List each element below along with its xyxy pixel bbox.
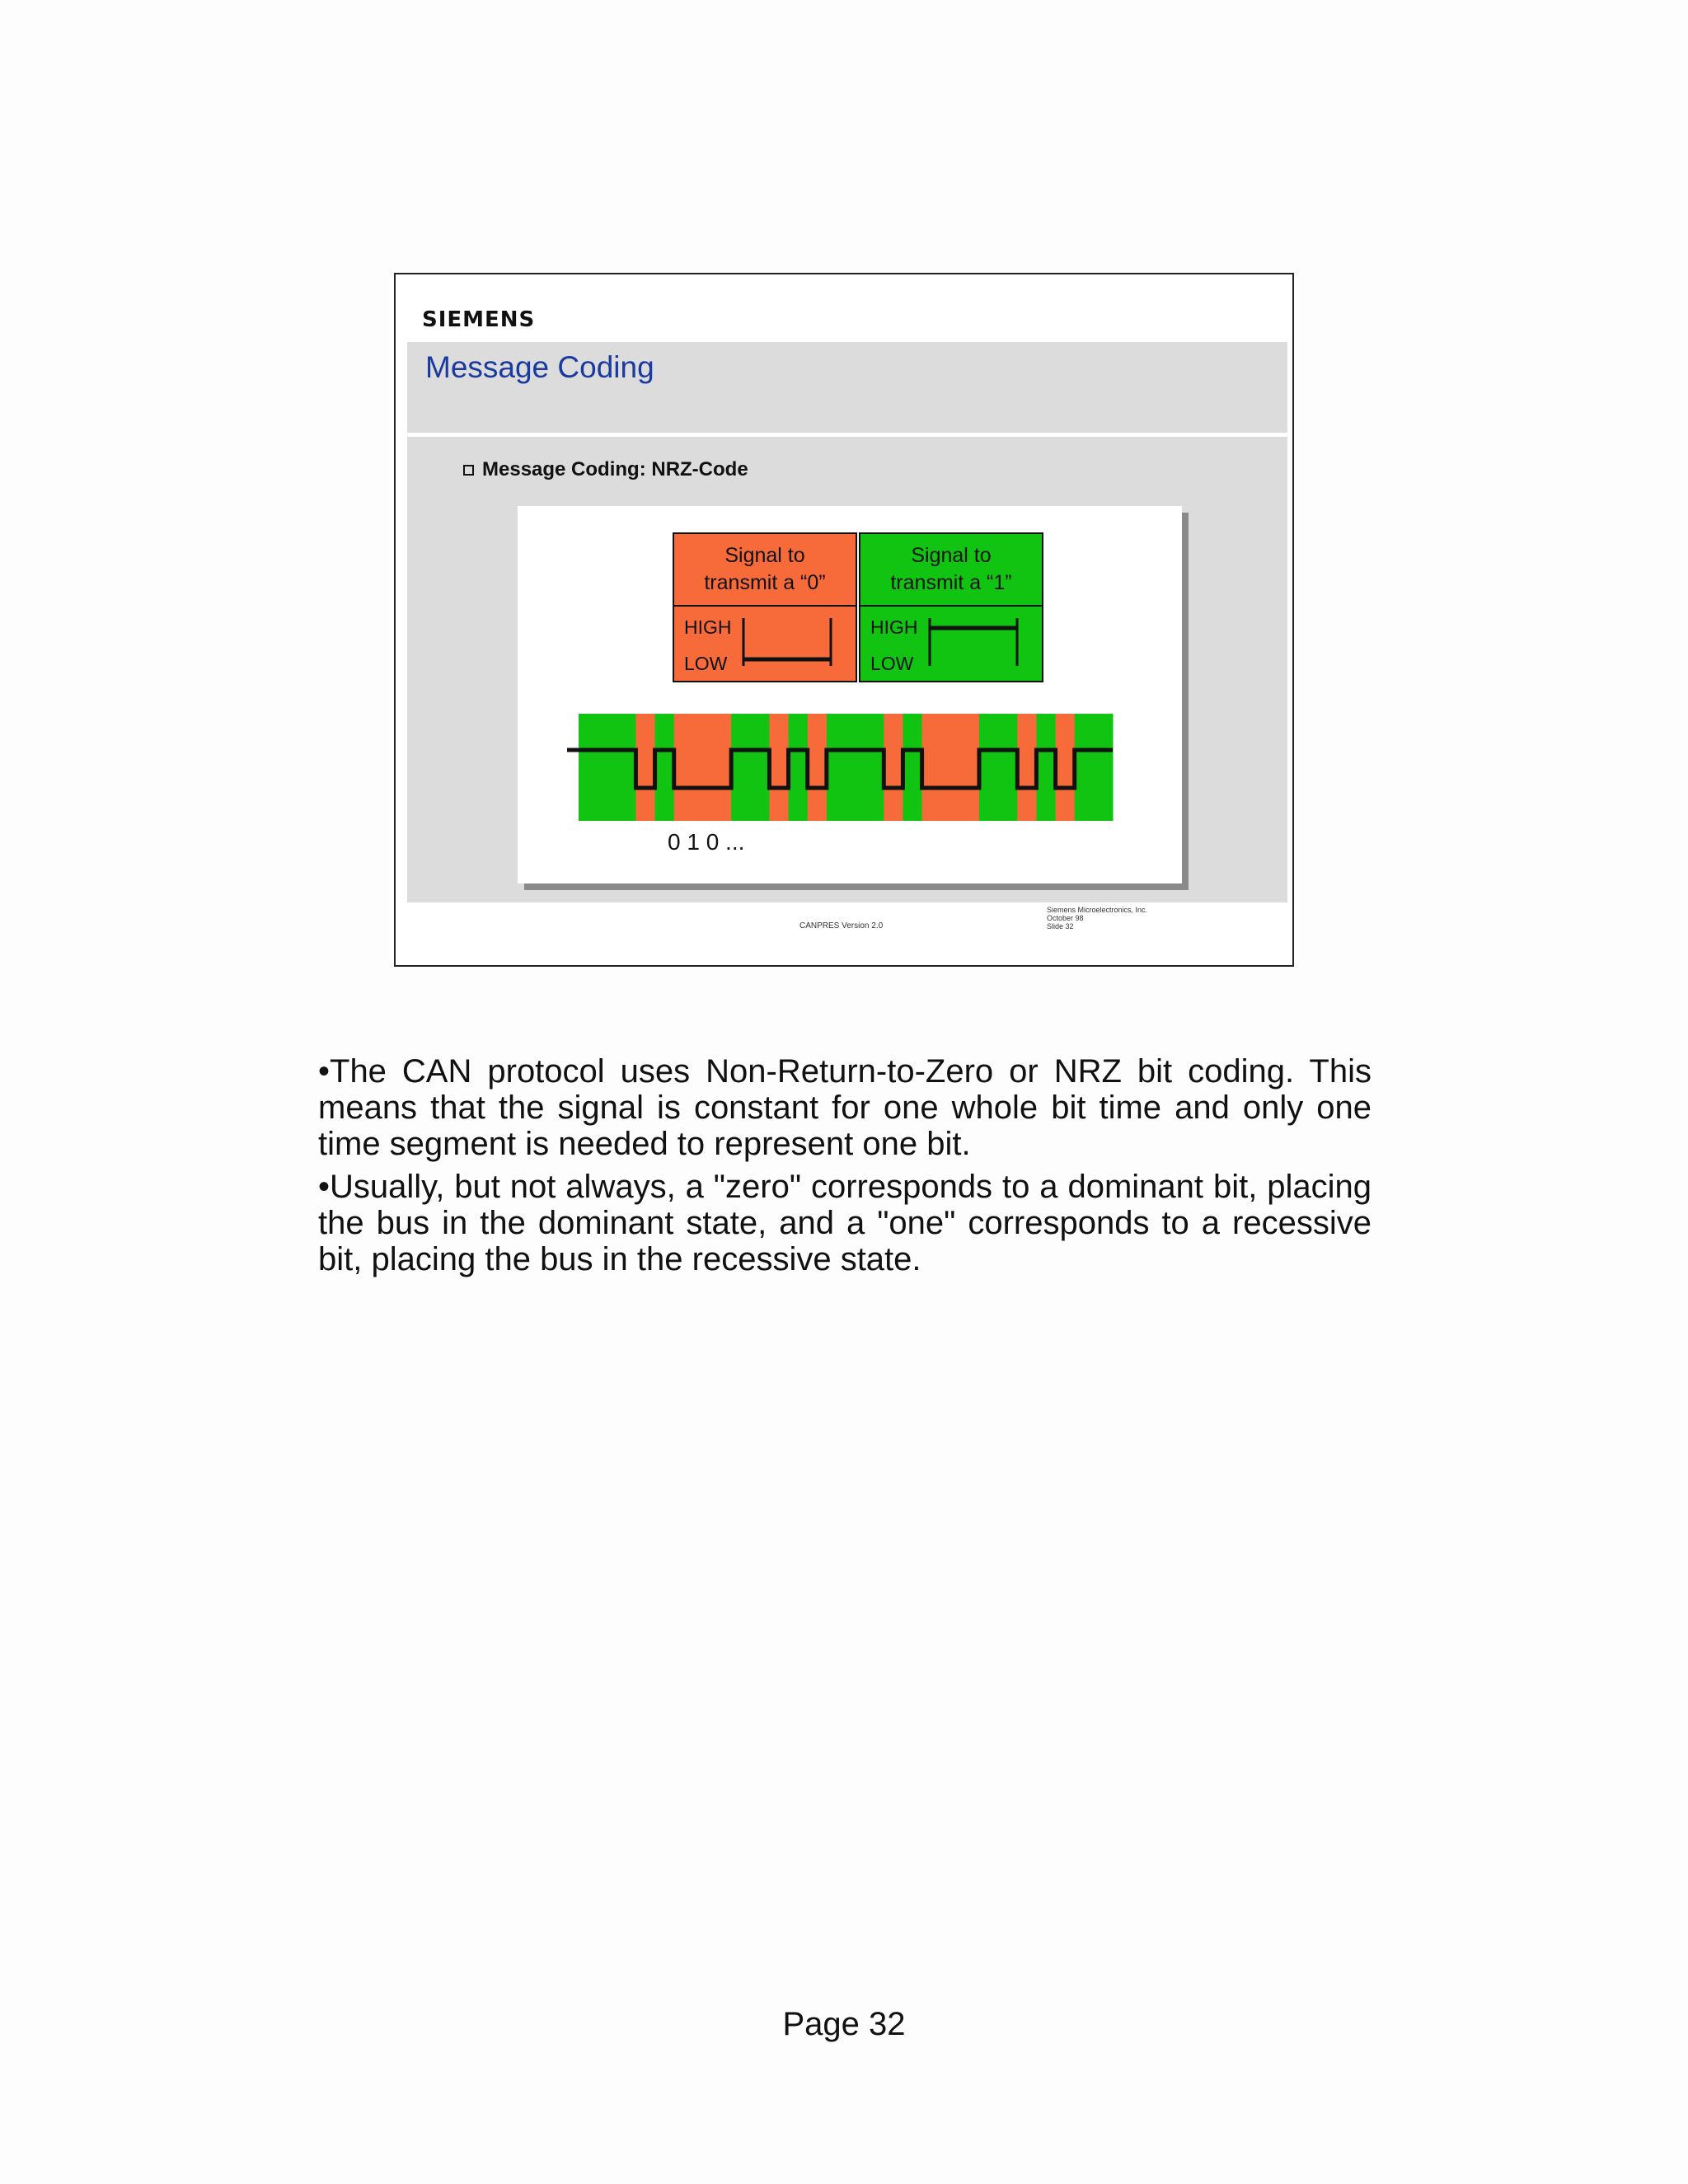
signal-one-line2: transmit a “1” — [890, 571, 1012, 594]
bit-cell-1 — [655, 714, 675, 821]
bit-cell-1 — [617, 714, 636, 821]
bit-cell-1 — [846, 714, 865, 821]
footer-company-name: Siemens Microelectronics, Inc. — [1047, 906, 1148, 914]
nrz-waveform — [567, 712, 1128, 827]
bit-cell-0 — [769, 714, 789, 821]
bit-cell-1 — [827, 714, 846, 821]
bit-sequence-label: 0 1 0 ... — [668, 829, 745, 855]
bit-cell-1 — [1075, 714, 1095, 821]
page-number: Page 32 — [782, 2006, 906, 2042]
signal-one-box — [859, 532, 1043, 682]
signal-zero-line2: transmit a “0” — [704, 571, 826, 594]
footer-slide-number: Slide 32 — [1047, 922, 1074, 930]
signal-one-waveform — [860, 607, 1042, 681]
footer-date: October 98 — [1047, 914, 1084, 922]
signal-zero-line1: Signal to — [724, 544, 805, 567]
signal-zero-caption — [674, 534, 856, 607]
slide-title: Message Coding — [425, 350, 654, 384]
signal-zero-waveform — [674, 607, 856, 681]
checkbox-bullet-icon — [463, 465, 474, 476]
bit-cell-1 — [750, 714, 770, 821]
bit-cell-0 — [960, 714, 980, 821]
bit-cell-0 — [712, 714, 732, 821]
bit-cell-1 — [979, 714, 999, 821]
brand-logo: SIEMENS — [422, 307, 536, 332]
body-text — [318, 1053, 1372, 1284]
bit-cell-1 — [865, 714, 884, 821]
paragraph-nrz: •The CAN protocol uses Non-Return-to-Zero or NRZ bit coding. This means that the signal is constant for one whole bit time and only one time segment is needed to represent one bit. — [318, 1053, 1372, 1162]
bullet-heading — [463, 458, 748, 481]
bit-cell-0 — [693, 714, 713, 821]
signal-one-caption — [860, 534, 1042, 607]
bullet-heading-text: Message Coding: NRZ-Code — [482, 458, 748, 480]
bit-cell-0 — [808, 714, 828, 821]
bit-cell-0 — [1056, 714, 1076, 821]
paragraph-dominant: •Usually, but not always, a "zero" corresponds to a dominant bit, placing the bus in the dominant state, and a "one" corresponds to a recessive bit, placing the bus in the recessive state. — [318, 1169, 1372, 1277]
footer-version: CANPRES Version 2.0 — [799, 921, 884, 930]
signal-zero-low-label: LOW — [684, 653, 728, 674]
signal-one-low-label: LOW — [870, 653, 914, 674]
bit-cell-1 — [1094, 714, 1114, 821]
bit-cell-0 — [922, 714, 942, 821]
signal-one-high-label: HIGH — [870, 616, 918, 638]
footer-company — [1047, 906, 1147, 930]
slide-body — [407, 437, 1287, 902]
slide-frame — [394, 273, 1294, 967]
bit-cell-0 — [674, 714, 694, 821]
title-band — [407, 342, 1287, 433]
bit-cell-1 — [598, 714, 617, 821]
signal-zero-high-label: HIGH — [684, 616, 732, 638]
bit-cell-1 — [1036, 714, 1056, 821]
bit-cell-0 — [884, 714, 903, 821]
bit-cell-1 — [789, 714, 809, 821]
bit-cell-1 — [579, 714, 598, 821]
bit-cell-1 — [903, 714, 922, 821]
bit-cell-0 — [941, 714, 961, 821]
bit-cell-1 — [731, 714, 751, 821]
signal-zero-box — [673, 532, 857, 682]
bit-cell-0 — [1017, 714, 1037, 821]
bit-cell-1 — [998, 714, 1018, 821]
diagram-panel — [518, 506, 1182, 883]
signal-one-line1: Signal to — [911, 544, 992, 567]
bit-cell-0 — [635, 714, 655, 821]
